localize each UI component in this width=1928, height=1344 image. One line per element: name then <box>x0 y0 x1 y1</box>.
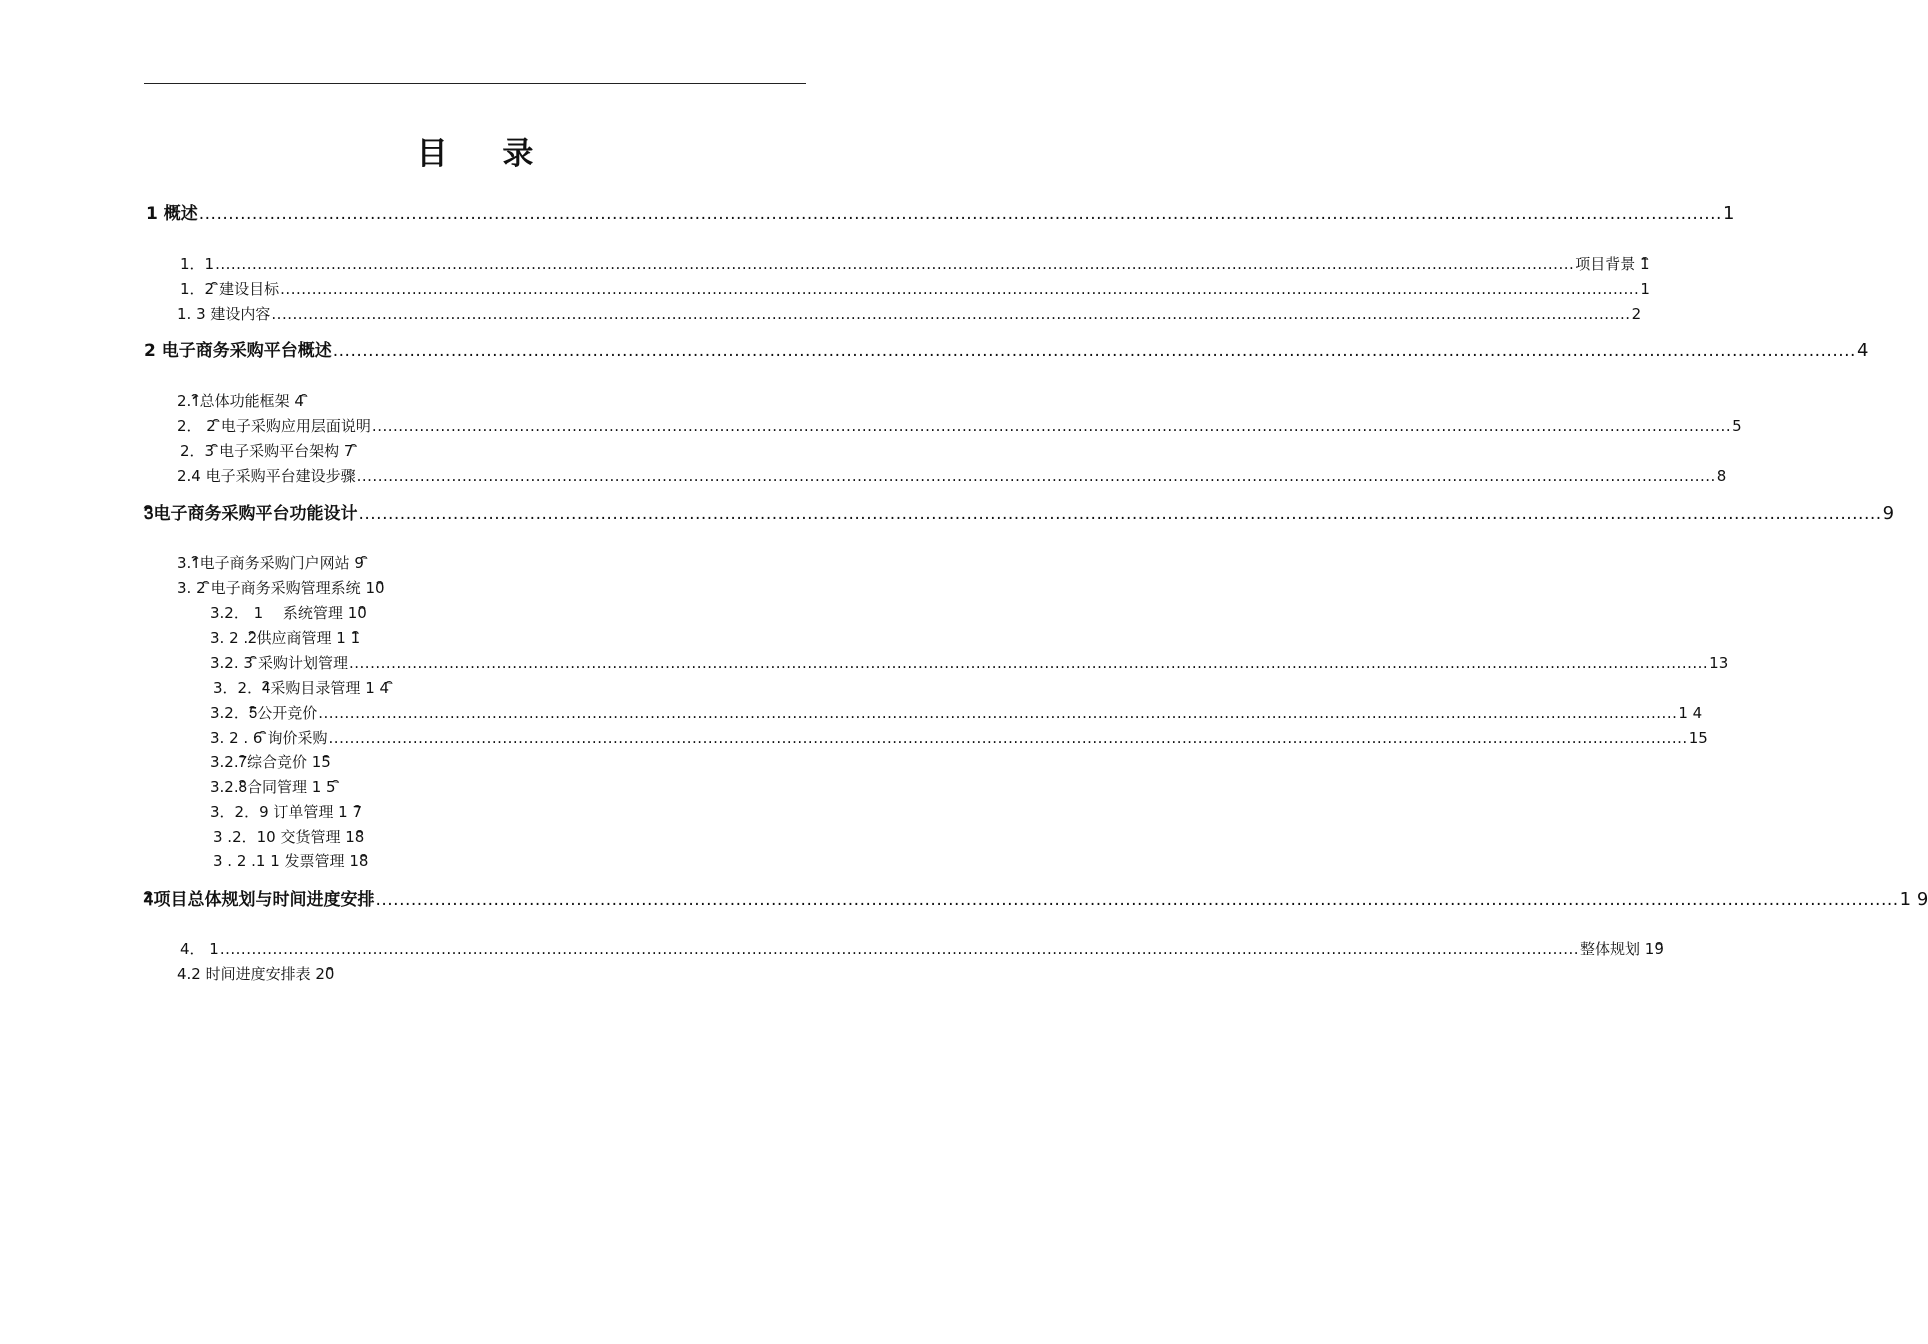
toc-entry-label: 3. 2 . 6 ิ询价采购 <box>210 729 328 747</box>
toc-leader: .................................................................................................................................................................................................................................................................. <box>215 255 1575 273</box>
toc-entry-label: 3.2.8ิ合同管理 1 5 ิ <box>210 778 341 796</box>
toc-entry-label: 3ิ电子商务采购平台功能设计 <box>144 504 358 524</box>
toc-entry-4[interactable] <box>144 887 1928 913</box>
toc-entry-label: 2.4 电子采购平台建设步骤 <box>177 467 356 485</box>
toc-entry-3-2-4[interactable] <box>213 677 394 699</box>
toc-entry-1-2[interactable] <box>180 278 1650 300</box>
header-rule <box>144 83 806 84</box>
toc-entry-3-1[interactable] <box>177 552 369 574</box>
toc-leader: .................................................................................................................................................................................................................................................................. <box>219 940 1580 958</box>
toc-entry-label: 3 . 2 .1 1 发票管理 18ิ <box>213 852 369 870</box>
toc-leader: .................................................................................................................................................................................................................................................................. <box>198 204 1722 224</box>
toc-entry-label: 4ิ项目总体规划与时间进度安排 <box>144 890 375 910</box>
toc-entry-label: 3 .2．10 交货管理 18ิ <box>213 828 365 846</box>
toc-leader: .................................................................................................................................................................................................................................................................. <box>371 417 1732 435</box>
toc-entry-4-1[interactable] <box>180 938 1664 960</box>
toc-entry-label: 3.2．5ิ公开竞价 <box>210 704 318 722</box>
toc-entry-1-3[interactable] <box>177 303 1642 325</box>
toc-page-number: 1 9 <box>1899 889 1928 910</box>
toc-page-number: 1 4 <box>1678 704 1703 722</box>
toc-leader: .................................................................................................................................................................................................................................................................. <box>328 729 1688 747</box>
toc-page-number: 1 <box>1722 203 1735 224</box>
toc-leader: .................................................................................................................................................................................................................................................................. <box>358 504 1882 524</box>
toc-page-number: 2 <box>1631 305 1642 323</box>
toc-entry-3-2-3[interactable] <box>210 652 1729 674</box>
toc-entry-label: 3. 2 .2ิ供应商管理 1 1ิ <box>210 629 361 647</box>
toc-entry-label: 3.1ิ电子商务采购门户网站 9 ิ <box>177 554 369 572</box>
toc-entry-label: 2 电子商务采购平台概述 <box>144 341 332 361</box>
toc-entry-3-2-9[interactable] <box>210 801 362 823</box>
toc-entry-3-2-2[interactable] <box>210 627 360 649</box>
toc-leader: .................................................................................................................................................................................................................................................................. <box>271 305 1631 323</box>
toc-entry-1-1[interactable] <box>180 253 1650 275</box>
toc-entry-label: 1. 3 建设内容 <box>177 305 271 323</box>
toc-page-number: 1 <box>1640 280 1650 298</box>
toc-entry-label: 3.2. 3 ิ采购计划管理 <box>210 654 348 672</box>
toc-page-number: 项目背景 1ิ <box>1575 255 1650 273</box>
toc-page-number: 8 <box>1716 467 1727 485</box>
toc-entry-label: 1．1 <box>180 255 215 273</box>
toc-page-number: 13 <box>1709 654 1729 672</box>
toc-leader: .................................................................................................................................................................................................................................................................. <box>318 704 1678 722</box>
toc-leader: .................................................................................................................................................................................................................................................................. <box>280 280 1640 298</box>
toc-entry-1[interactable] <box>146 201 1735 227</box>
toc-entry-2[interactable] <box>144 338 1869 364</box>
toc-page-number: 5 <box>1732 417 1742 435</box>
toc-leader: .................................................................................................................................................................................................................................................................. <box>375 890 1899 910</box>
toc-page-number: 15 <box>1688 729 1708 747</box>
toc-entry-3-2[interactable] <box>177 577 385 599</box>
toc-entry-label: 2． 2 ิ电子采购应用层面说明 <box>177 417 371 435</box>
toc-page-number: 9 <box>1882 503 1895 524</box>
toc-entry-label: 3.2． 1 系统管理 10ิ <box>210 604 367 622</box>
toc-entry-label: 3.2.7ิ综合竞价 15ิ <box>210 753 331 771</box>
toc-entry-label: 3．2．9 订单管理 1 7ิ <box>210 803 363 821</box>
toc-entry-label: 4.2 时间进度安排表 20ิ <box>177 965 335 983</box>
toc-entry-label: 1．2 ิ建设目标 <box>180 280 280 298</box>
toc-entry-3-2-6[interactable] <box>210 727 1708 749</box>
toc-leader: .................................................................................................................................................................................................................................................................. <box>332 341 1856 361</box>
toc-entry-3-2-10[interactable] <box>213 826 364 848</box>
toc-page-number: 4 <box>1856 340 1869 361</box>
toc-leader: .................................................................................................................................................................................................................................................................. <box>349 654 1709 672</box>
toc-entry-3[interactable] <box>144 501 1895 527</box>
toc-entry-label: 2.1ิ总体功能框架 4 ิ <box>177 392 309 410</box>
toc-entry-label: 3. 2 ิ电子商务采购管理系统 10ิ <box>177 579 385 597</box>
toc-entry-3-2-11[interactable] <box>213 850 368 872</box>
toc-entry-2-2[interactable] <box>177 415 1742 437</box>
toc-entry-3-2-5[interactable] <box>210 702 1703 724</box>
toc-page-number: 整体规划 19ิ <box>1580 940 1664 958</box>
toc-entry-4-2[interactable] <box>177 963 334 985</box>
toc-entry-label: 3．2．4ิ采购目录管理 1 4 ิ <box>213 679 394 697</box>
toc-entry-label: 1 概述 <box>146 204 198 224</box>
toc-entry-2-3[interactable] <box>180 440 358 462</box>
toc-entry-label: 2．3 ิ电子采购平台架构 7 ิ <box>180 442 359 460</box>
toc-entry-3-2-1[interactable] <box>210 602 367 624</box>
toc-entry-2-4[interactable] <box>177 465 1727 487</box>
page-title: 目 录 <box>416 136 556 172</box>
toc-leader: .................................................................................................................................................................................................................................................................. <box>356 467 1716 485</box>
toc-entry-3-2-8[interactable] <box>210 776 340 798</box>
toc-entry-2-1[interactable] <box>177 390 309 412</box>
toc-entry-label: 4． 1 <box>180 940 219 958</box>
toc-entry-3-2-7[interactable] <box>210 751 331 773</box>
